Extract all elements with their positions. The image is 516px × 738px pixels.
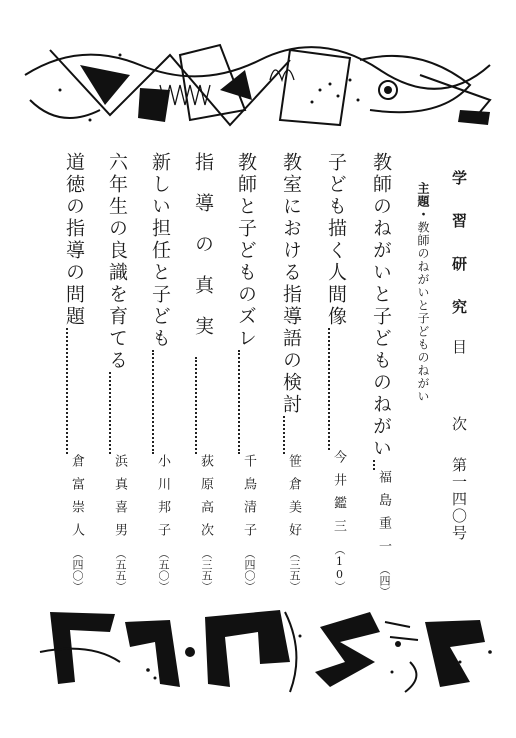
entry-page: （四〇）	[243, 548, 256, 592]
entry-page: （五五）	[114, 548, 127, 592]
entry-page: （四〇）	[71, 548, 84, 592]
entry-title: 教師のねがいと子どものねがい	[370, 152, 392, 460]
toc-entry[interactable]	[137, 152, 169, 592]
contents-label: 目 次	[450, 339, 468, 453]
toc-entry[interactable]	[180, 152, 212, 592]
toc-entry[interactable]	[268, 152, 300, 592]
leader-dots	[66, 328, 68, 454]
theme-line	[405, 182, 429, 452]
entry-author: 浜真喜男	[112, 454, 127, 546]
leader-dots	[373, 460, 375, 470]
theme-text: 教師のねがいと子どものねがい	[416, 221, 430, 403]
entry-page: （五〇）	[157, 548, 170, 592]
decorative-illustration-bottom	[30, 592, 500, 702]
entry-title: 指導の真実	[192, 152, 214, 357]
entry-title: 教室における指導語の検討	[280, 152, 302, 416]
toc-entry[interactable]	[223, 152, 255, 592]
toc-entry[interactable]	[313, 152, 345, 592]
theme-label: 主題・	[416, 182, 430, 221]
entry-author: 荻原高次	[198, 454, 213, 546]
toc-entry[interactable]	[94, 152, 126, 592]
leader-dots	[328, 328, 330, 450]
entry-author: 福島重一	[376, 470, 391, 562]
decorative-illustration-top	[20, 30, 500, 142]
entry-title: 六年生の良識を育てる	[106, 152, 128, 372]
entry-page: （三五）	[200, 548, 213, 592]
leader-dots	[109, 372, 111, 454]
toc-entry[interactable]	[51, 152, 83, 592]
leader-dots	[238, 350, 240, 454]
entry-author: 千鳥清子	[241, 454, 256, 546]
entry-page: （三五）	[288, 548, 301, 592]
toc-entry[interactable]	[358, 152, 392, 597]
entry-author: 倉富崇人	[69, 454, 84, 546]
entry-author: 笹倉美好	[286, 454, 301, 546]
leader-dots	[152, 350, 154, 454]
entry-author: 今井鑑三	[331, 450, 346, 542]
entry-page: （四）	[378, 564, 391, 597]
entry-title: 子ども描く人間像	[325, 152, 347, 328]
entry-title: 新しい担任と子ども	[149, 152, 171, 350]
leader-dots	[283, 416, 285, 454]
entry-author: 小川邦子	[155, 454, 170, 546]
toc-heading	[438, 170, 468, 542]
entry-title: 道徳の指導の問題	[63, 152, 85, 328]
magazine-title: 学 習 研 究	[450, 170, 468, 319]
entry-title: 教師と子どものズレ	[235, 152, 257, 350]
issue-number: 第一四〇号	[450, 457, 468, 542]
entry-page: （10）	[333, 544, 346, 592]
leader-dots	[195, 357, 197, 454]
